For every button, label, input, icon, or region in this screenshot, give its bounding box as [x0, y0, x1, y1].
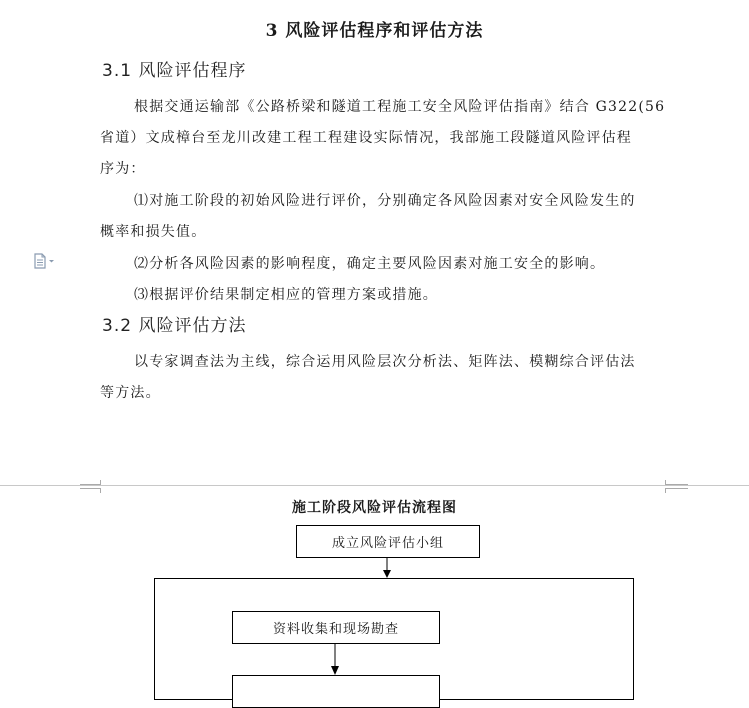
- para2-line2: 等方法。: [100, 385, 161, 401]
- list-item-2: ⑵分析各风险因素的影响程度，确定主要风险因素对施工安全的影响。: [134, 256, 606, 272]
- para1-line2: 省道）文成樟台至龙川改建工程工程建设实际情况，我部施工段隧道风险评估程: [100, 130, 632, 146]
- heading-3-2: 3.2 风险评估方法: [102, 316, 247, 336]
- flowchart-title: 施工阶段风险评估流程图: [292, 500, 457, 516]
- list-item-1-line2: 概率和损失值。: [100, 224, 207, 240]
- para1-line1: 根据交通运输部《公路桥梁和隧道工程施工安全风险评估指南》结合 G322(56: [134, 99, 666, 115]
- flow-arrow-head: [383, 570, 391, 578]
- flow-step-label: 资料收集和现场勘查: [272, 622, 399, 637]
- heading-3-1: 3.1 风险评估程序: [102, 61, 247, 81]
- section-title: 3 风险评估程序和评估方法: [265, 21, 484, 41]
- list-item-1-line1: ⑴对施工阶段的初始风险进行评价，分别确定各风险因素对安全风险发生的: [134, 193, 636, 209]
- para2-line1: 以专家调查法为主线，综合运用风险层次分析法、矩阵法、模糊综合评估法: [134, 354, 636, 370]
- para1-line3: 序为：: [100, 161, 146, 177]
- flow-step-label: 成立风险评估小组: [331, 536, 444, 551]
- flow-arrow-head: [331, 666, 339, 675]
- list-item-3: ⑶根据评价结果制定相应的管理方案或措施。: [134, 287, 438, 303]
